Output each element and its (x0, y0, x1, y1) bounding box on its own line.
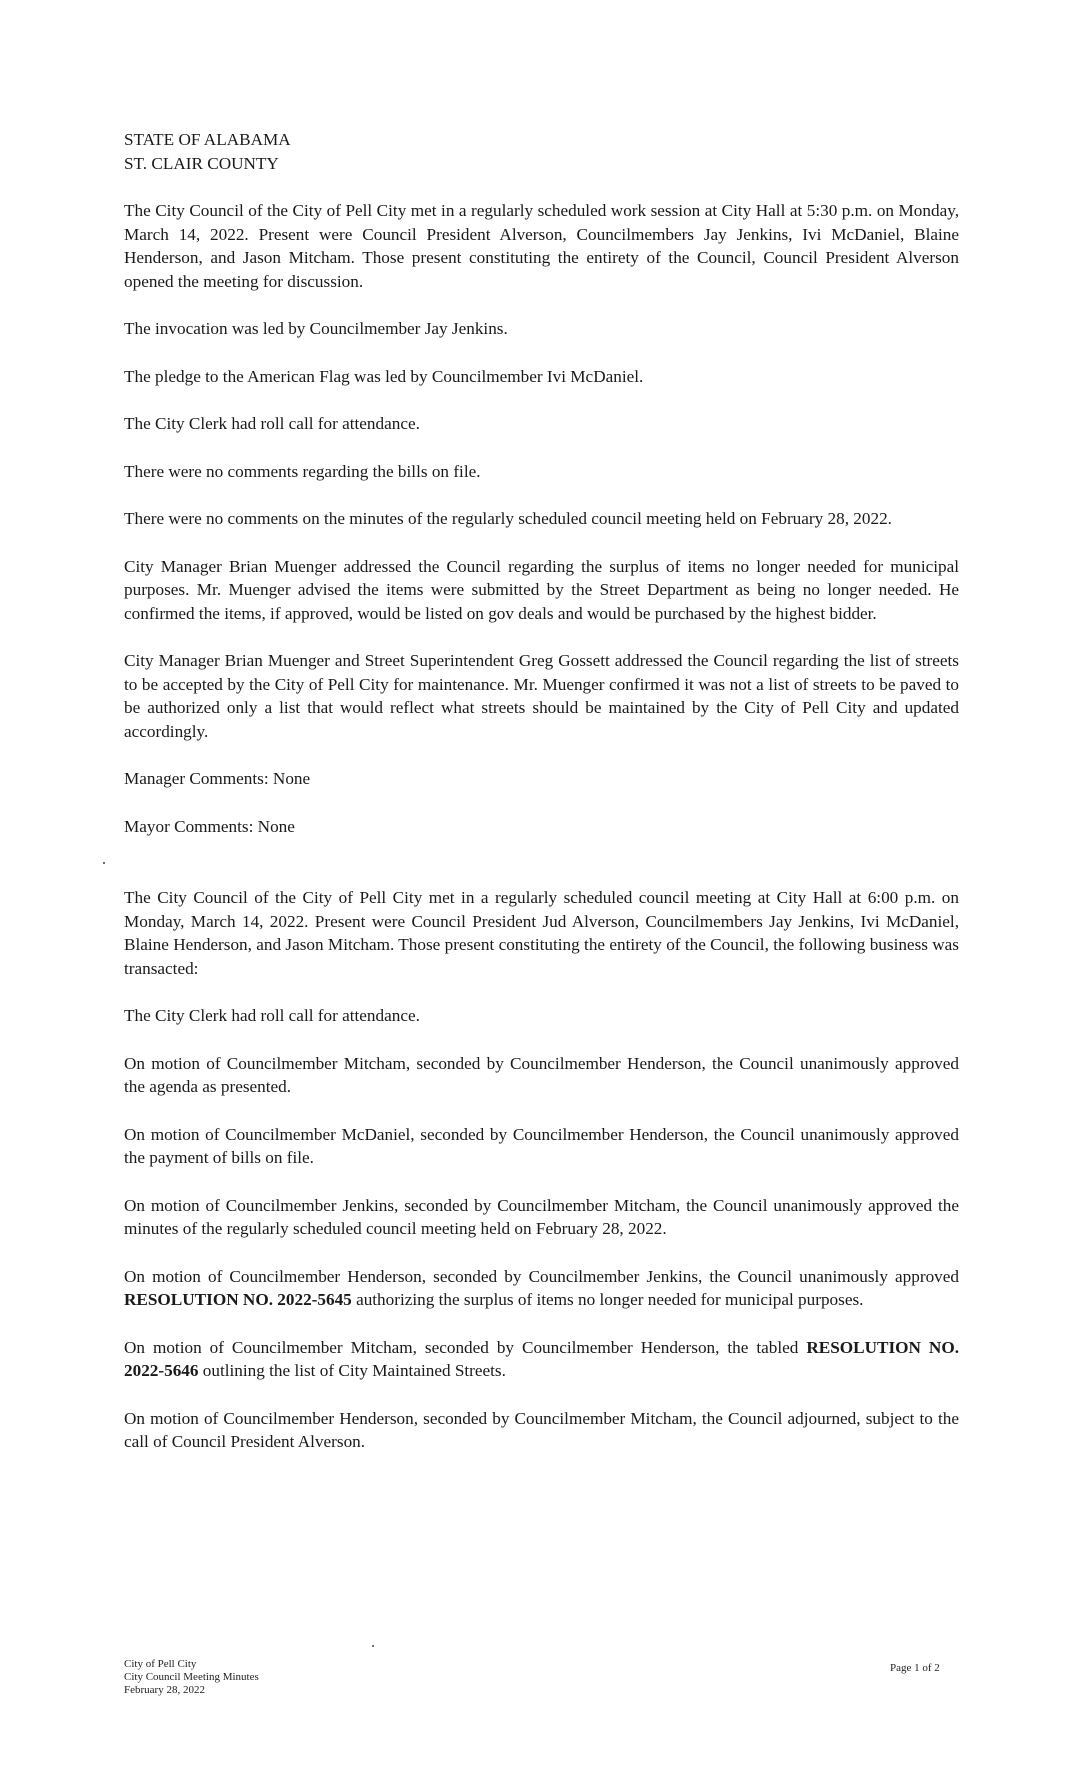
mayor-comments: Mayor Comments: None (124, 816, 295, 836)
council-meeting-opening: The City Council of the City of Pell City met in a regularly scheduled council meeting at City Hall at 6:00 p.m. on Monday, March 14, 2022. Present were Council President Jud Alverson, Councilmembers Jay Jenkins, Ivi McDaniel, Blaine Henderson, and Jason Mitcham. Those present constituting the entirety of the Council, the following business was transacted: (124, 888, 959, 978)
resolution-5645-number: RESOLUTION NO. 2022-5645 (124, 1290, 352, 1309)
roll-call-paragraph: The City Clerk had roll call for attendance. (124, 414, 420, 433)
state-heading: STATE OF ALABAMA (124, 130, 291, 149)
minutes-motion: On motion of Councilmember Jenkins, seconded by Councilmember Mitcham, the Council unanimously approved the minutes of the regularly scheduled council meeting held on February 28, 2022. (124, 1195, 959, 1238)
minutes-body (124, 128, 959, 1454)
footer-info (124, 1658, 259, 1697)
manager-comments: Manager Comments: None (124, 769, 311, 788)
page-number: Page 1 of 2 (890, 1662, 940, 1674)
resolution-5646-text-post: outlining the list of City Maintained Streets. (198, 1361, 506, 1380)
work-session-opening: The City Council of the City of Pell City met in a regularly scheduled work session at City Hall at 5:30 p.m. on Monday, March 14, 2022. Present were Council President Alverson, Councilmembers Jay Jenkins, Ivi McDaniel, Blaine Henderson, and Jason Mitcham. Those present constituting the entirety of the Council, Council President Alverson opened the meeting for discussion. (124, 201, 959, 291)
county-heading: ST. CLAIR COUNTY (124, 153, 279, 173)
bills-comment-paragraph: There were no comments regarding the bills on file. (124, 461, 481, 481)
adjournment-motion: On motion of Councilmember Henderson, seconded by Councilmember Mitcham, the Council adjourned, subject to the call of Council President Alverson. (124, 1408, 959, 1451)
footer-city: City of Pell City (124, 1658, 197, 1670)
resolution-5645-motion (124, 1265, 959, 1312)
resolution-5646-number: RESOLUTION NO. 2022-5646 (124, 1337, 959, 1380)
council-roll-call: The City Clerk had roll call for attendance. (124, 1006, 420, 1025)
footer-date: February 28, 2022 (124, 1684, 205, 1696)
streets-discussion-paragraph: City Manager Brian Muenger and Street Superintendent Greg Gossett addressed the Council regarding the list of streets to be accepted by the City of Pell City for maintenance. Mr. Muenger confirmed it was not a list of streets to be paved to be authorized only a list that would reflect what streets should be maintained by the City of Pell City and updated accordingly. (124, 651, 959, 741)
invocation-paragraph: The invocation was led by Councilmember Jay Jenkins. (124, 319, 508, 338)
surplus-discussion-paragraph: City Manager Brian Muenger addressed the Council regarding the surplus of items no longer needed for municipal purposes. Mr. Muenger advised the items were submitted by the Street Department as being no longer needed. He confirmed the items, if approved, would be listed on gov deals and would be purchased by the highest bidder. (124, 556, 959, 623)
resolution-5646-motion (124, 1336, 959, 1383)
resolution-5645-text-pre: On motion of Councilmember Henderson, seconded by Councilmember Jenkins, the Council unanimously approved (124, 1266, 959, 1286)
footer-doc-title: City Council Meeting Minutes (124, 1671, 259, 1683)
scan-speck (372, 1645, 374, 1647)
resolution-5646-text-pre: On motion of Councilmember Mitcham, seconded by Councilmember Henderson, the tabled (124, 1337, 807, 1357)
agenda-motion: On motion of Councilmember Mitcham, seconded by Councilmember Henderson, the Council unanimously approved the agenda as presented. (124, 1053, 959, 1096)
minutes-comment-paragraph: There were no comments on the minutes of the regularly scheduled council meeting held on February 28, 2022. (124, 509, 892, 528)
pledge-paragraph: The pledge to the American Flag was led by Councilmember Ivi McDaniel. (124, 366, 644, 386)
scan-speck (103, 862, 105, 864)
resolution-5645-text-post: authorizing the surplus of items no longer needed for municipal purposes. (351, 1290, 864, 1309)
bills-motion: On motion of Councilmember McDaniel, seconded by Councilmember Henderson, the Council unanimously approved the payment of bills on file. (124, 1124, 959, 1167)
